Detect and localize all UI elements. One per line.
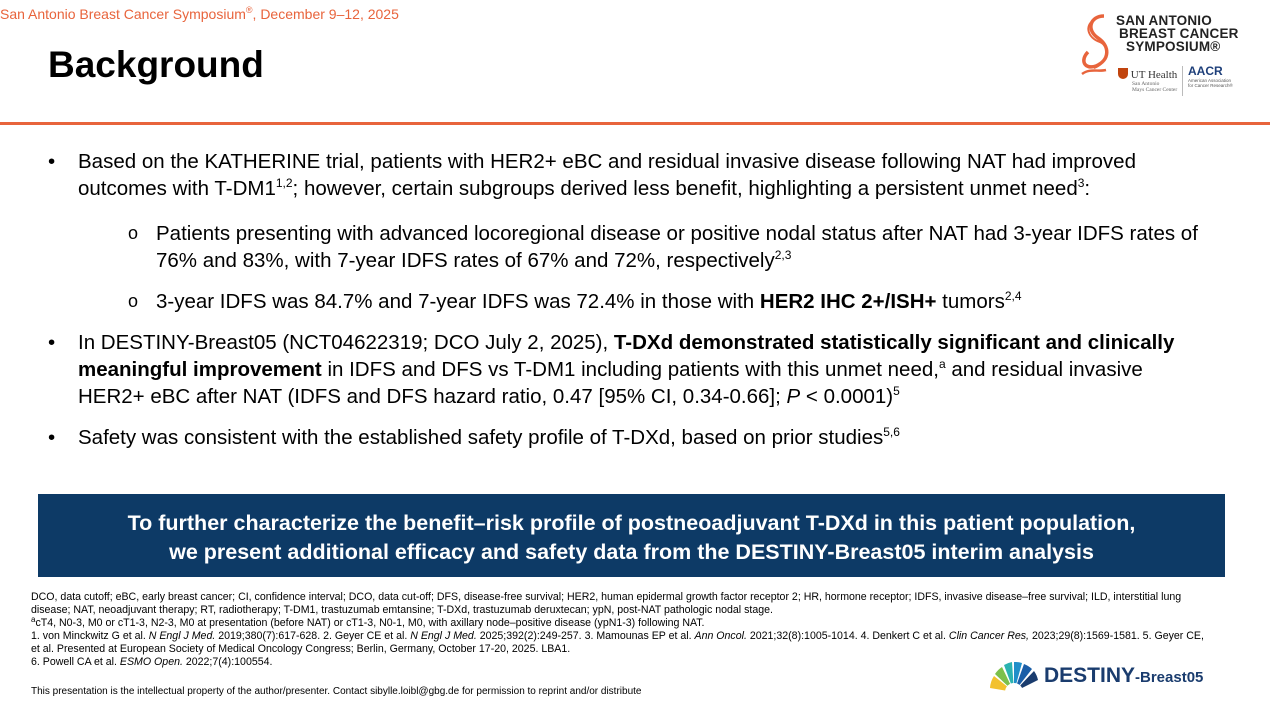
destiny-wordmark [1044,664,1203,688]
reference-text: 2023;29(8):1569-1581. 5. Geyer CE, et al. Presented at European Society of Medical Oncology Congress; Berlin, Germany, October 17-20, 2025. LBA1. [31,630,1204,655]
sabcs-logo [1076,12,1239,102]
bullet-destiny [48,329,1208,410]
sabcs-logo-text [1116,14,1239,53]
conference-dates: , December 9–12, 2025 [252,6,399,22]
citation: 5,6 [883,425,900,439]
citation: 1,2 [275,176,293,190]
key-message-banner [38,494,1225,577]
bullet-text: 3-year IDFS was 84.7% and 7-year IDFS was 72.4% in those with [156,290,760,313]
aacr-sub-1: American Association [1188,78,1232,83]
logo-line-1: SAN ANTONIO [1116,13,1212,28]
bullet-text: in IDFS and DFS vs T-DM1 including patients with this unmet need, [321,358,939,381]
footnote-text: cT4, N0-3, M0 or cT1-3, N2-3, M0 at presentation (before NAT) or cT1-3, N0-1, M0, with axillary node–positive disease (ypN1-3) following NAT. [35,617,705,629]
citation: 2,3 [774,248,792,262]
reference-text: 2025;392(2):249-257. 3. Mamounas EP et al. [476,630,695,642]
registered-mark: ® [245,5,253,15]
ut-sub-2: Mays Cancer Center [1132,87,1178,93]
logo-line-3: SYMPOSIUM® [1126,39,1221,54]
reference-text: 6. Powell CA et al. [31,656,120,668]
destiny-rays-icon [986,658,1042,694]
ut-health-logo [1118,68,1177,93]
references [31,630,1211,656]
citation: 3 [1077,176,1085,190]
aacr-label: AACR [1188,64,1223,78]
journal-name: N Engl J Med. [148,630,216,642]
logo-divider [1182,66,1183,96]
footnote-marker: a [938,357,946,371]
footnote-marker: a [31,615,36,624]
aacr-sub-2: for Cancer Research® [1188,83,1233,88]
header-rule [0,122,1270,125]
sabcs-swirl-icon [1076,12,1118,82]
ut-sub-1: San Antonio [1132,81,1160,87]
reference-text: 1. von Minckwitz G et al. [31,630,149,642]
destiny-main: DESTINY [1044,664,1136,687]
aacr-logo [1188,64,1233,88]
copyright-notice: This presentation is the intellectual property of the author/presenter. Contact sibylle.loibl@gbg.de for permission to reprint and/or distribute [31,686,642,697]
bullet-safety [48,424,1208,451]
journal-name: Ann Oncol. [694,630,747,642]
sub-bullet-locoregional [48,220,1208,274]
reference-text: 2021;32(8):1005-1014. 4. Denkert C et al. [746,630,949,642]
bullet-mark: • [48,426,56,449]
journal-name: ESMO Open. [119,656,183,668]
bullet-text: In DESTINY-Breast05 (NCT04622319; DCO July 2, 2025), [78,331,614,354]
sub-bullet-ihc [48,288,1208,315]
destiny-sub: -Breast05 [1135,669,1204,686]
bullet-text: and residual invasive HER2+ eBC after NAT (IDFS and DFS hazard ratio, 0.47 [95% CI, 0.34-0.66]; [78,358,1143,408]
bullet-text: Safety was consistent with the established safety profile of T-DXd, based on prior studies [78,426,884,449]
logo-line-2: BREAST CANCER [1119,26,1239,41]
page-title: Background [48,44,264,85]
bullet-text: Patients presenting with advanced locoregional disease or positive nodal status after NAT had 3-year IDFS rates of 76% and 83%, with 7-year IDFS rates of 67% and 72%, respectively [156,222,1198,272]
bullet-text: ; however, certain subgroups derived less benefit, highlighting a persistent unmet need [292,177,1078,200]
abbreviations: DCO, data cutoff; eBC, early breast cancer; CI, confidence interval; DCO, data cut-off; DFS, disease-free survival; HER2, human epidermal growth factor receptor 2; HR, hormone receptor; IDFS, invasive disease–free survival; ILD, interstitial lung disease; NAT, neoadjuvant therapy; RT, radiotherapy; T-DM1, trastuzumab emtansine; T-DXd, trastuzumab deruxtecan; ypN, post-NAT pathologic nodal stage. [31,591,1182,616]
destiny-breast05-logo [986,656,1226,696]
footnote-a [31,617,1211,630]
ut-health-label: UT Health [1130,69,1178,81]
journal-name: Clin Cancer Res, [948,630,1029,642]
sub-bullet-mark: o [128,223,139,243]
bullet-mark: • [48,150,56,173]
citation: 5 [893,384,900,398]
bullet-text: < 0.0001) [800,385,894,408]
bullet-text: Based on the KATHERINE trial, patients with HER2+ eBC and residual invasive disease following NAT had improved outcomes with T-DM1 [78,150,1136,200]
bullet-katherine [48,148,1208,202]
sub-bullet-mark: o [128,291,139,311]
banner-line-1: To further characterize the benefit–risk profile of postneoadjuvant T-DXd in this patient population, [127,511,1136,535]
p-value-symbol: P [786,385,801,408]
conference-name: San Antonio Breast Cancer Symposium [0,6,246,22]
background-bullets [48,148,1208,465]
citation: 2,4 [1004,289,1022,303]
bullet-text: tumors [936,290,1005,313]
ut-shield-icon [1118,68,1128,79]
reference-text: 2022;7(4):100554. [182,656,273,668]
bullet-text: : [1084,177,1091,200]
bullet-bold-text: T-DXd demonstrated statistically significant and clinically meaningful improvement [78,331,1175,381]
bullet-mark: • [48,331,56,354]
banner-line-2: we present additional efficacy and safety data from the DESTINY-Breast05 interim analysis [169,540,1094,564]
conference-header [0,6,399,22]
reference-text: 2019;380(7):617-628. 2. Geyer CE et al. [215,630,411,642]
bullet-bold-text: HER2 IHC 2+/ISH+ [759,290,937,313]
journal-name: N Engl J Med. [410,630,477,642]
